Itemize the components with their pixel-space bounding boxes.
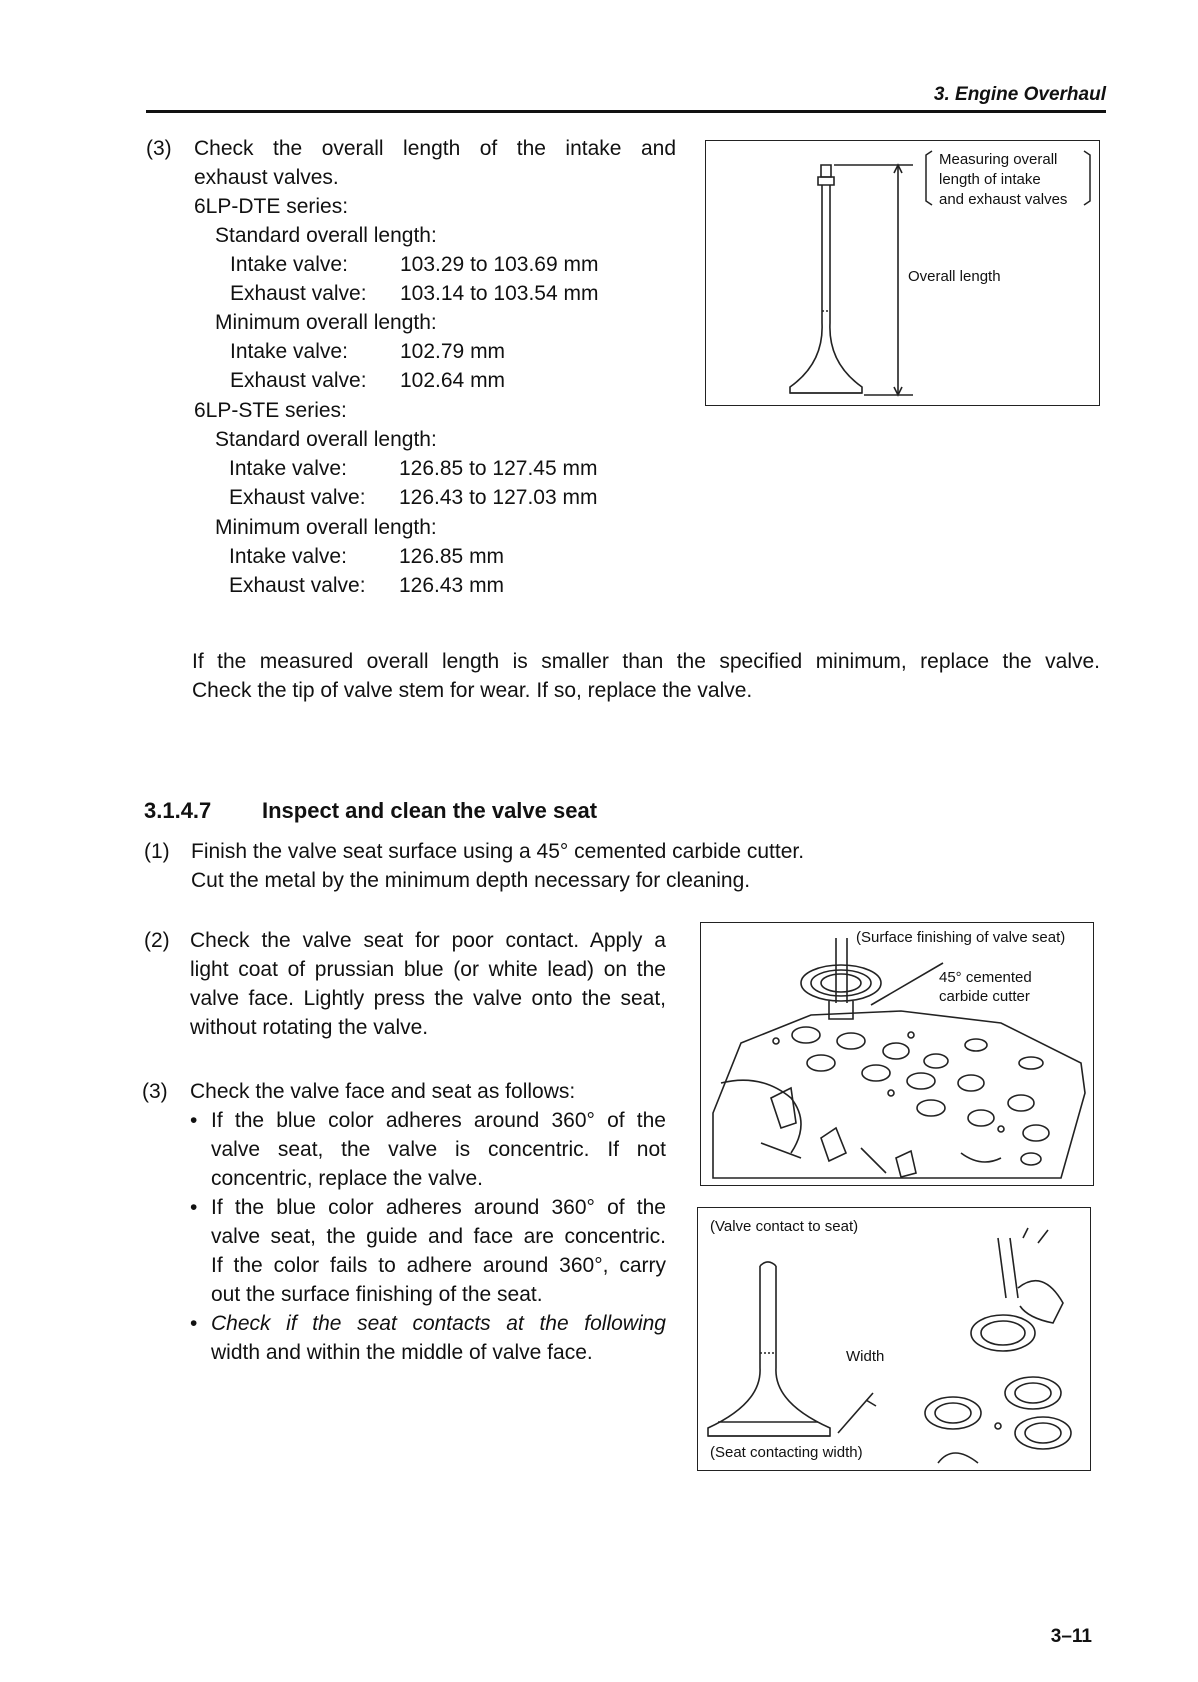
dte-std-intake-value: 103.29 to 103.69 mm — [400, 253, 599, 276]
bullet-line: Check if the seat contacts at the following — [211, 1312, 666, 1335]
cylinder-head-drawing — [701, 923, 1093, 1185]
fig1-caption-line2: length of intake — [939, 171, 1041, 188]
bullet-line: If the color fails to adhere around 360°, carry — [211, 1254, 666, 1277]
s1-line1: Finish the valve seat surface using a 45° cemented carbide cutter. — [191, 840, 805, 863]
s2-number: (2) — [144, 929, 170, 952]
dte-min-exhaust-label: Exhaust valve: — [230, 369, 367, 392]
dte-std-exhaust-label: Exhaust valve: — [230, 282, 367, 305]
ste-min-intake — [229, 542, 504, 572]
s3-intro: Check the valve face and seat as follows: — [190, 1080, 576, 1103]
figure-surface-finishing — [700, 922, 1094, 1186]
bullet-line: width and within the middle of valve face. — [211, 1341, 593, 1364]
fig2-cutter-line2: carbide cutter — [939, 988, 1030, 1005]
bullet-dot: • — [190, 1109, 198, 1132]
dte-std-exhaust-value: 103.14 to 103.54 mm — [400, 282, 599, 305]
step3-note-2: Check the tip of valve stem for wear. If so, replace the valve. — [192, 679, 753, 702]
ste-std-intake — [229, 454, 597, 484]
s3-bullet-list — [190, 1106, 666, 1367]
fig3-width-label: Width — [846, 1348, 885, 1365]
bullet-dot: • — [190, 1196, 198, 1219]
section-title: Inspect and clean the valve seat — [262, 798, 598, 823]
section-header: 3. Engine Overhaul — [933, 84, 1106, 105]
ste-min-intake-value: 126.85 mm — [399, 545, 505, 568]
bullet-dot: • — [190, 1312, 198, 1335]
ste-std-exhaust — [229, 483, 597, 513]
fig1-caption-line1: Measuring overall — [939, 151, 1058, 168]
s1-number: (1) — [144, 840, 170, 863]
section-number: 3.1.4.7 — [144, 798, 212, 823]
s2-line: light coat of prussian blue (or white lead) on the — [190, 958, 666, 981]
bullet-line: If the blue color adheres around 360° of the — [211, 1196, 666, 1219]
dte-std-intake — [230, 250, 598, 280]
dte-min-intake-label: Intake valve: — [230, 340, 348, 363]
dte-std-exhaust — [230, 279, 598, 309]
page-number: 3–11 — [1050, 1626, 1092, 1647]
fig2-caption: (Surface finishing of valve seat) — [856, 929, 1066, 946]
bullet-item — [190, 1106, 666, 1193]
ste-std-exhaust-value: 126.43 to 127.03 mm — [399, 486, 598, 509]
dte-min-label: Minimum overall length: — [215, 311, 437, 334]
fig1-caption-line3: and exhaust valves — [939, 191, 1068, 208]
bullet-item — [190, 1193, 666, 1309]
fig2-cutter-line1: 45° cemented — [939, 969, 1032, 986]
dte-min-intake — [230, 337, 505, 367]
step3-line1 — [146, 134, 676, 164]
bullet-line: concentric, replace the valve. — [211, 1167, 483, 1190]
fig3-caption-bottom: (Seat contacting width) — [710, 1444, 863, 1461]
dte-std-intake-label: Intake valve: — [230, 253, 348, 276]
bullet-item — [190, 1309, 666, 1367]
ste-std-intake-value: 126.85 to 127.45 mm — [399, 457, 598, 480]
ste-min-exhaust-value: 126.43 mm — [399, 574, 505, 597]
ste-min-label: Minimum overall length: — [215, 516, 437, 539]
figure-valve-overall-length — [705, 140, 1100, 406]
step3-note-1: If the measured overall length is smaller than the specified minimum, replace the valve. — [192, 650, 1100, 673]
ste-min-intake-label: Intake valve: — [229, 545, 347, 568]
step3-text-1: Check the overall length of the intake and — [194, 137, 676, 160]
bullet-line: valve seat, the guide and face are concentric. — [211, 1225, 666, 1248]
bullet-line: valve seat, the valve is concentric. If not — [211, 1138, 666, 1161]
bullet-line: out the surface finishing of the seat. — [211, 1283, 543, 1306]
ste-min-exhaust — [229, 571, 504, 601]
s2-line: valve face. Lightly press the valve onto the seat, — [190, 987, 666, 1010]
ste-std-intake-label: Intake valve: — [229, 457, 347, 480]
dte-min-exhaust-value: 102.64 mm — [400, 369, 506, 392]
header-rule — [146, 110, 1106, 113]
ste-std-exhaust-label: Exhaust valve: — [229, 486, 366, 509]
s2-line: without rotating the valve. — [190, 1016, 429, 1039]
figure-valve-contact — [697, 1207, 1091, 1471]
dte-min-exhaust — [230, 366, 505, 396]
step3-line2: exhaust valves. — [194, 166, 339, 189]
s3-number: (3) — [142, 1080, 168, 1103]
valve-contact-drawing — [698, 1208, 1090, 1470]
bullet-line: If the blue color adheres around 360° of the — [211, 1109, 666, 1132]
ste-min-exhaust-label: Exhaust valve: — [229, 574, 366, 597]
s2-line: Check the valve seat for poor contact. Apply a — [190, 929, 666, 952]
s1-line2: Cut the metal by the minimum depth necessary for cleaning. — [191, 869, 751, 892]
ste-std-label: Standard overall length: — [215, 428, 437, 451]
dte-std-label: Standard overall length: — [215, 224, 437, 247]
ste-series: 6LP-STE series: — [194, 399, 347, 422]
dte-min-intake-value: 102.79 mm — [400, 340, 506, 363]
dte-series: 6LP-DTE series: — [194, 195, 349, 218]
step3-number: (3) — [146, 137, 172, 160]
s2-paragraph — [190, 926, 666, 1042]
fig3-caption-top: (Valve contact to seat) — [710, 1218, 859, 1235]
fig1-overall-length-label: Overall length — [908, 268, 1001, 285]
